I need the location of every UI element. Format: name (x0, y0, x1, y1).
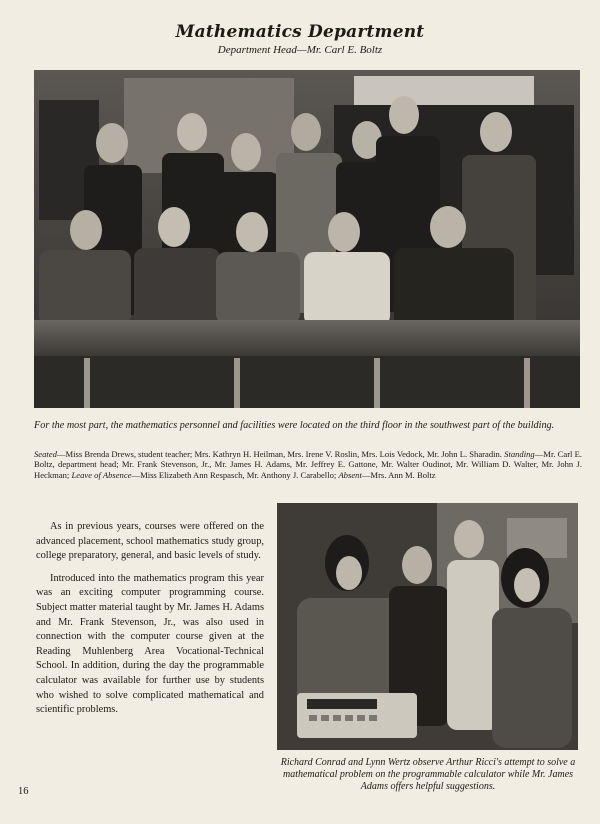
calculator-photo-illustration (277, 503, 578, 750)
leave-names: —Miss Elizabeth Ann Respasch, Mr. Anthony J. Carabello; (131, 469, 337, 480)
calculator-photo-caption: Richard Conrad and Lynn Wertz observe Arthur Ricci's attempt to solve a mathematical problem on the programmable calculator while Mr. James Adams offers helpful suggestions. (280, 757, 576, 793)
names-listing (34, 449, 582, 480)
department-group-photo (34, 70, 580, 408)
standing-label: Standing (504, 449, 535, 459)
group-photo-caption: For the most part, the mathematics personnel and facilities were located on the third floor in the southwest part of the building. (34, 420, 555, 431)
body-text (36, 520, 264, 726)
body-paragraph-2: Introduced into the mathematics program this year was an exciting computer programming course. Subject matter material taught by Mr. James H. Adams and Mr. Frank Stevenson, Jr., was also used in connection with the computer course given at the Reading Muhlenberg Area Vocational-Technical School. In addition, during the day the programmable calculator was available for further use by students who wished to solve complicated mathematical and scientific problems. (36, 572, 264, 716)
standing-names: —Mr. Carl E. Boltz, department head; Mr. Frank Stevenson, Jr., Mr. James H. Adams, Mr. Jeffrey E. Gattone, Mr. Walter Oudinot, Mr. William D. Walter, Mr. John J. Heckman; (34, 449, 583, 480)
absent-label: Absent (338, 469, 362, 480)
seated-label: Seated (34, 449, 57, 459)
group-photo-illustration (34, 70, 580, 408)
page-title: Mathematics Department (175, 22, 425, 42)
calculator-photo (277, 503, 578, 750)
absent-names: —Mrs. Ann M. Boltz (361, 469, 436, 480)
page-number: 16 (18, 786, 29, 797)
seated-names: —Miss Brenda Drews, student teacher; Mrs. Kathryn H. Heilman, Mrs. Irene V. Roslin, Mrs. Lois Vedock, Mr. John L. Sharadin. (56, 449, 502, 459)
leave-label: Leave of Absence (71, 469, 132, 480)
department-head-subtitle: Department Head—Mr. Carl E. Boltz (217, 44, 383, 56)
body-paragraph-1: As in previous years, courses were offered on the advanced placement, school mathematics study group, college preparatory, general, and basic levels of study. (36, 521, 264, 562)
